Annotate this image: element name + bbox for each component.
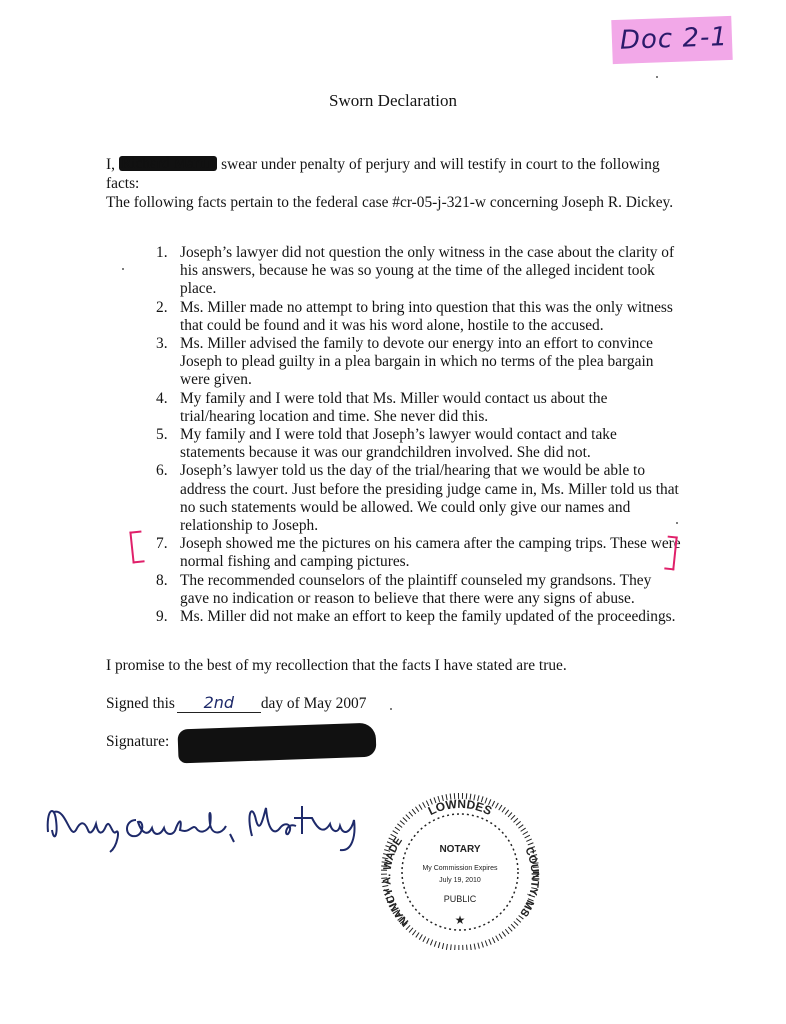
notary-handwritten-signature: [40, 790, 380, 860]
intro-paragraph: [106, 155, 676, 212]
notary-seal: [360, 790, 560, 950]
signed-prefix: Signed this: [106, 695, 175, 712]
svg-text:COUNTY, MS: [517, 845, 540, 918]
fact-item: 9. Ms. Miller did not make an effort to keep the family updated of the proceedings.: [156, 608, 676, 626]
svg-text:LOWNDES: [426, 797, 494, 818]
document-title: Sworn Declaration: [329, 91, 457, 110]
scan-speck: [122, 268, 124, 270]
seal-county-arc: COUNTY, MS: [517, 845, 541, 919]
fact-item: 3. Ms. Miller advised the family to devote our energy into an effort to convince Joseph to plead guilty in a plea bargain in which no terms of the plea bargain were given.: [156, 335, 654, 389]
fact-item: 7. Joseph showed me the pictures on his camera after the camping trips. These were normal fishing and camping pictures.: [156, 535, 681, 571]
seal-name-arc: NANCY A. WADE: [381, 835, 412, 928]
seal-notary: NOTARY: [439, 844, 481, 855]
seal-top-arc: LOWNDES: [425, 796, 495, 819]
seal-star-icon: ★: [454, 913, 466, 927]
scan-speck: [390, 708, 392, 710]
seal-date: July 19, 2010: [439, 877, 481, 884]
scan-speck: [656, 76, 658, 78]
pink-bracket-left: [129, 530, 144, 563]
redacted-name: Richard Martin: [120, 155, 216, 172]
redacted-signature: [177, 723, 376, 764]
signed-date-line: [106, 693, 506, 713]
signed-day-handwritten: 2nd: [177, 693, 261, 713]
fact-item: 8. The recommended counselors of the plaintiff counseled my grandsons. They gave no indication or reason to believe that there were any signs of abuse.: [156, 571, 652, 607]
scan-speck: [676, 522, 678, 524]
facts-list: [144, 244, 684, 626]
intro-prefix: I,: [106, 156, 115, 173]
fact-item: 4. My family and I were told that Ms. Miller would contact us about the trial/hearing location and time. She never did this.: [156, 389, 608, 425]
signature-label: Signature:: [106, 733, 170, 750]
seal-public: PUBLIC: [443, 894, 477, 904]
fact-item: 2. Ms. Miller made no attempt to bring into question that this was the only witness that could be found and it was his word alone, hostile to the accused.: [156, 298, 673, 334]
signed-suffix: day of May 2007: [260, 695, 367, 712]
seal-commission: My Commission Expires: [422, 865, 498, 872]
doc-tag-highlight: [611, 16, 732, 64]
doc-tag-label: Doc 2-1: [619, 22, 729, 56]
fact-item: 5. My family and I were told that Joseph’s lawyer would contact and take statements because it was our grandchildren involved. She did not.: [156, 426, 617, 462]
fact-item: 6. Joseph’s lawyer told us the day of the trial/hearing that we would be able to address the court. Just before the presiding judge came in, Ms. Miller told us that no such statements would be allowed. We could only give our names and relationship to Joseph.: [156, 462, 679, 535]
case-line: The following facts pertain to the federal case #cr-05-j-321-w concerning Joseph R. Dickey.: [106, 194, 674, 211]
intro-rest: swear under penalty of perjury and will testify in court to the following facts:: [106, 156, 660, 192]
fact-item: 1. Joseph’s lawyer did not question the only witness in the case about the clarity of his answers, because he was so young at the time of the alleged incident took place.: [156, 244, 675, 298]
promise-statement: I promise to the best of my recollection that the facts I have stated are true.: [106, 657, 567, 674]
